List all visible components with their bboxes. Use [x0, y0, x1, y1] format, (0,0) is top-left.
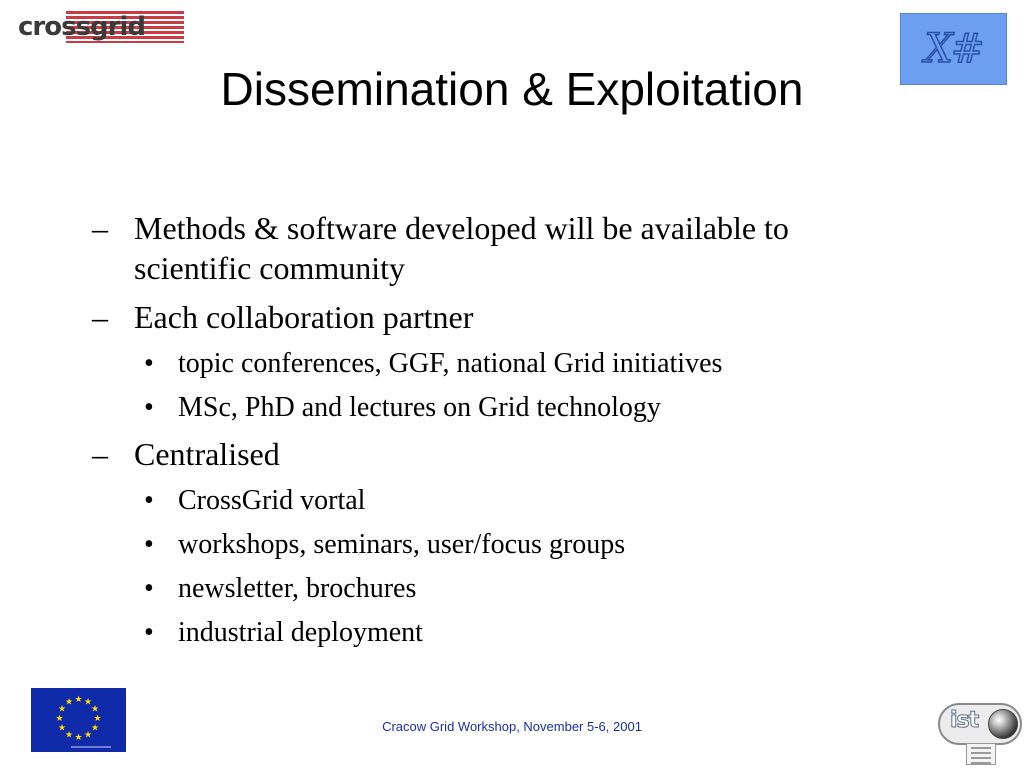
dash-marker: – — [92, 436, 108, 472]
svg-text:★: ★ — [83, 730, 93, 741]
svg-text:★: ★ — [93, 714, 102, 724]
sub-list-item-text: MSc, PhD and lectures on Grid technology — [178, 392, 661, 423]
svg-text:★: ★ — [90, 723, 100, 734]
svg-text:★: ★ — [83, 697, 93, 708]
x-sharp-logo-text: X# — [924, 26, 983, 72]
bullet-marker: • — [144, 392, 154, 423]
sub-list-item — [92, 347, 912, 381]
dash-marker: – — [92, 210, 108, 246]
sub-list-item-text: industrial deployment — [178, 617, 423, 648]
sub-list-item-text: CrossGrid vortal — [178, 485, 366, 516]
sub-list-item-text: newsletter, brochures — [178, 573, 417, 604]
bullet-marker: • — [144, 485, 154, 516]
ist-logo-icon — [938, 703, 1022, 765]
bullet-marker: • — [144, 348, 154, 379]
slide-title: Dissemination & Exploitation — [220, 63, 804, 115]
list-item-text: Centralised — [134, 436, 280, 472]
list-item — [92, 297, 912, 337]
footer-text: Cracow Grid Workshop, November 5-6, 2001 — [382, 719, 642, 734]
sub-list-item-text: workshops, seminars, user/focus groups — [178, 529, 626, 560]
ist-logo-text: ist — [950, 708, 979, 733]
bullet-marker: • — [144, 529, 154, 560]
crossgrid-logo-icon — [18, 10, 198, 44]
svg-text:★: ★ — [64, 730, 74, 741]
sub-list-item-text: topic conferences, GGF, national Grid initiatives — [178, 348, 723, 379]
dash-marker: – — [92, 299, 108, 335]
sub-list-item — [92, 616, 912, 650]
list-item-text: Each collaboration partner — [134, 299, 474, 335]
ist-logo-tag — [966, 743, 996, 765]
sub-list-item — [92, 484, 912, 518]
crossgrid-logo-text: crossgrid — [18, 12, 146, 42]
sub-list-item — [92, 391, 912, 425]
svg-text:★: ★ — [57, 704, 67, 715]
svg-text:★: ★ — [64, 697, 74, 708]
sub-list-item — [92, 572, 912, 606]
svg-text:★: ★ — [74, 695, 83, 705]
slide-body — [92, 208, 912, 650]
sub-list-item — [92, 528, 912, 562]
bullet-marker: • — [144, 573, 154, 604]
list-item-text: Methods & software developed will be available to scientific community — [134, 210, 789, 286]
globe-icon — [988, 709, 1018, 739]
svg-text:★: ★ — [90, 704, 100, 715]
bullet-marker: • — [144, 617, 154, 648]
list-item — [92, 434, 912, 474]
svg-text:★: ★ — [55, 714, 64, 724]
svg-text:★: ★ — [74, 733, 83, 743]
svg-text:★: ★ — [57, 723, 67, 734]
list-item — [92, 208, 912, 288]
